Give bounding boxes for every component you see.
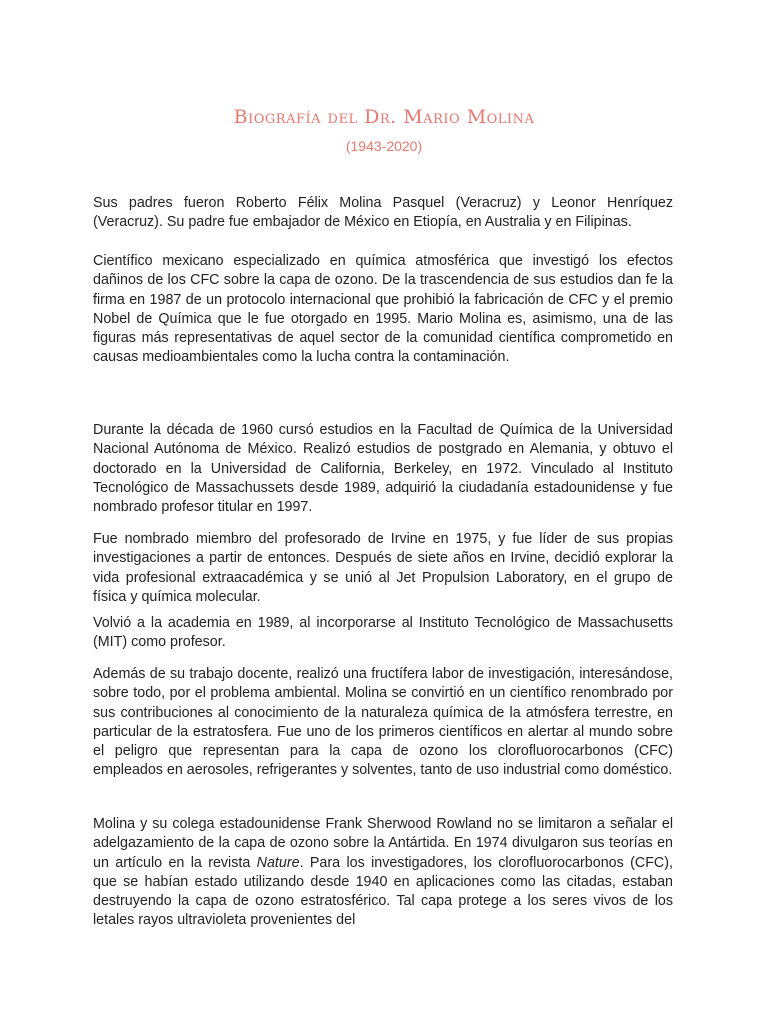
paragraph-text-end: . Para los investigadores, los clorofluorocarbonos (CFC), que se habían estado utilizando desde 1940 en aplicaciones como las citadas, estaban destruyendo la capa de ozono estratosférico. Tal capa protege a los seres vivos de los letales rayos ultravioleta provenientes del: [93, 854, 673, 929]
paragraph-text-start: Molina y su colega estadounidense Frank Sherwood Rowland no se limitaron a señalar el adelgazamiento de la capa de ozono sobre la Antártida. En 1974 divulgaron sus teorías en un artículo en la revista: [93, 816, 673, 871]
paragraph-education: Durante la década de 1960 cursó estudios en la Facultad de Química de la Universidad Nacional Autónoma de México. Realizó estudios de postgrado en Alemania, y obtuvo el doctorado en la Universidad de California, Berkeley, en 1972. Vinculado al Instituto Tecnológico de Massachussets desde 1989, adquirió la ciudadanía estadounidense y fue nombrado profesor titular en 1997.: [93, 422, 673, 516]
journal-name: Nature: [256, 854, 300, 871]
paragraph-scientist-overview: Científico mexicano especializado en química atmosférica que investigó los efectos dañinos de los CFC sobre la capa de ozono. De la trascendencia de sus estudios dan fe la firma en 1987 de un protocolo internacional que prohibió la fabricación de CFC y el premio Nobel de Química que le fue otorgado en 1995. Mario Molina es, asimismo, una de las figuras más representativas de aquel sector de la comunidad científica comprometido en causas medioambientales como la lucha contra la contaminación.: [93, 253, 673, 366]
paragraph-ozone-discovery: [93, 815, 673, 931]
page-title: Biografía del Dr. Mario Molina: [233, 106, 535, 128]
paragraph-return-academia: Volvió a la academia en 1989, al incorporarse al Instituto Tecnológico de Massachusetts (MIT) como profesor.: [93, 615, 673, 651]
paragraph-research: Además de su trabajo docente, realizó una fructífera labor de investigación, interesándose, sobre todo, por el problema ambiental. Molina se convirtió en un científico renombrado por sus contribuciones al conocimiento de la naturaleza química de la atmósfera terrestre, en particular de la estratosfera. Fue uno de los primeros científicos en alertar al mundo sobre el peligro que representan para la capa de ozono los clorofluorocarbonos (CFC) empleados en aerosoles, refrigerantes y solventes, tanto de uso industrial como doméstico.: [93, 666, 673, 779]
paragraph-parents: Sus padres fueron Roberto Félix Molina Pasquel (Veracruz) y Leonor Henríquez (Veracruz). Su padre fue embajador de México en Etiopía, en Australia y en Filipinas.: [93, 195, 673, 231]
paragraph-irvine: Fue nombrado miembro del profesorado de Irvine en 1975, y fue líder de sus propias investigaciones a partir de entonces. Después de siete años en Irvine, decidió explorar la vida profesional extraacadémica y se unió al Jet Propulsion Laboratory, en el grupo de física y química molecular.: [93, 531, 673, 605]
page-subtitle-years: (1943-2020): [345, 138, 423, 154]
